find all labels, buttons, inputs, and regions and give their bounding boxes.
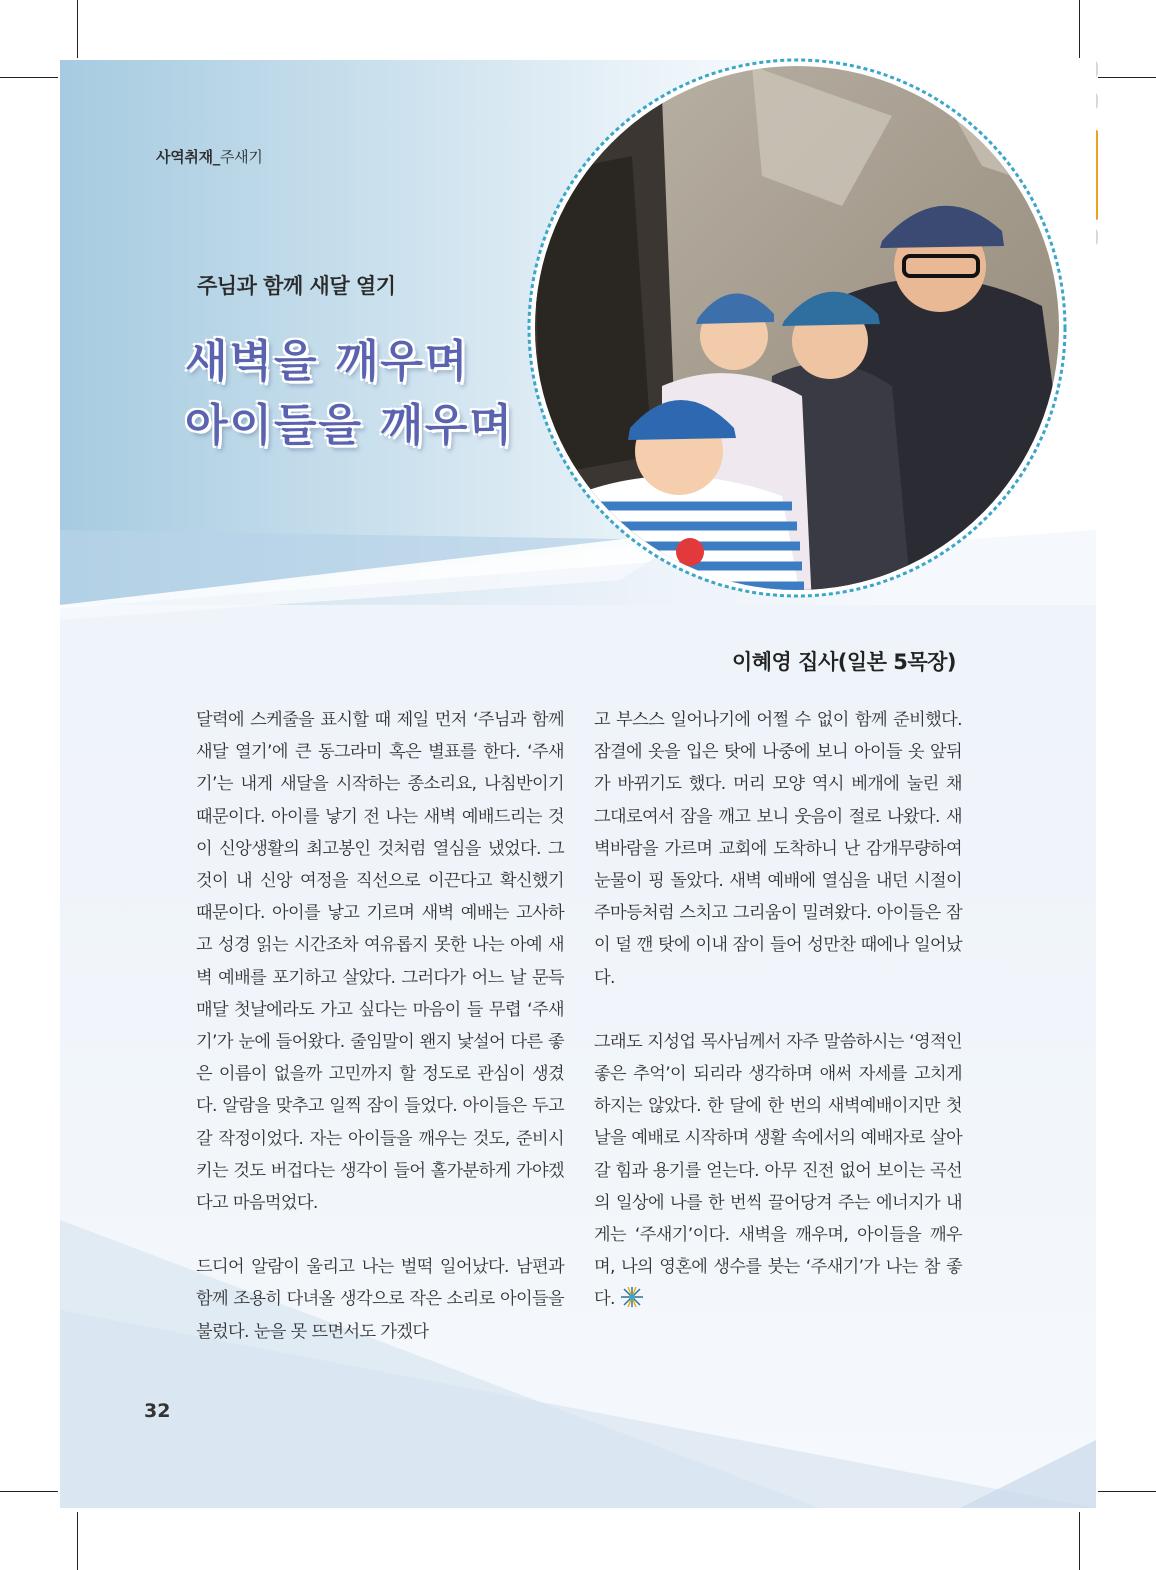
body-paragraph-last <box>594 1026 962 1316</box>
author-byline: 이혜영 집사(일본 5목장) <box>731 650 956 674</box>
crop-mark-bottom-right-v <box>1079 1512 1080 1570</box>
body-paragraph: 드디어 알람이 울리고 나는 벌떡 일어났다. 남편과 함께 조용히 다녀올 생각으로 작은 소리로 아이들을 불렀다. 눈을 못 뜨면서도 가겠다 <box>196 1257 564 1342</box>
family-photo <box>512 56 1082 606</box>
section-label <box>156 146 263 167</box>
body-paragraph-text: 그래도 지성업 목사님께서 자주 말씀하시는 ‘영적인 좋은 추억’이 되리라 생각하며 애써 자세를 고치게 하지는 않았다. 한 달에 한 번의 새벽예배이지만 첫날을 예배로 시작하며 생활 속에서의 예배자로 살아갈 힘과 용기를 얻는다. 아무 진전 없어 보이는 곡선의 일상에 나를 한 번씩 끌어당겨 주는 에너지가 내게는 ‘주새기’이다. 새벽을 깨우며, 아이들을 깨우며, 나의 영혼에 생수를 붓는 ‘주새기’가 나는 참 좋다. <box>594 1031 962 1310</box>
article-title-line-2: 아이들을 깨우며 <box>185 400 514 451</box>
crop-mark-top-left-v <box>77 0 78 58</box>
page-number: 32 <box>144 1400 171 1422</box>
article-subtitle: 주님과 함께 새달 열기 <box>197 274 396 298</box>
article-title <box>185 330 514 458</box>
body-column-left <box>196 704 564 1380</box>
section-label-rest: 주새기 <box>219 148 263 166</box>
sparkle-burst-icon <box>619 1286 645 1308</box>
body-paragraph: 고 부스스 일어나기에 어쩔 수 없이 함께 준비했다. 잠결에 옷을 입은 탓에 나중에 보니 아이들 옷 앞뒤가 바뀌기도 했다. 머리 모양 역시 베개에 눌린 채 그대로여서 잠을 깨고 보니 웃음이 절로 나왔다. 새벽바람을 가르며 교회에 도착하니 난 감개무량하여 눈물이 핑 돌았다. 새벽 예배에 열심을 내던 시절이 주마등처럼 스치고 그리움이 밀려왔다. 아이들은 잠이 덜 깬 탓에 이내 잠이 들어 성만찬 때에나 일어났다. <box>594 710 962 988</box>
crop-mark-top-left-h <box>0 77 58 78</box>
article-title-line-1: 새벽을 깨우며 <box>185 336 470 387</box>
body-paragraph: 달력에 스케줄을 표시할 때 제일 먼저 ‘주님과 함께 새달 열기’에 큰 동그라미 혹은 별표를 한다. ‘주새기’는 내게 새달을 시작하는 종소리요, 나침반이기 때문이다. 아이를 낳기 전 나는 새벽 예배드리는 것이 신앙생활의 최고봉인 것처럼 열심을 냈었다. 그것이 내 신앙 여정을 직선으로 이끈다고 확신했기 때문이다. 아이를 낳고 기르며 새벽 예배는 고사하고 성경 읽는 시간조차 여유롭지 못한 나는 아예 새벽 예배를 포기하고 살았다. 그러다가 어느 날 문득 매달 첫날에라도 가고 싶다는 마음이 들 무렵 ‘주새기’가 눈에 들어왔다. 줄임말이 왠지 낯설어 다른 좋은 이름이 없을까 고민까지 할 정도로 관심이 생겼다. 알람을 맞추고 일찍 잠이 들었다. 아이들은 두고 갈 작정이었다. 자는 아이들을 깨우는 것도, 준비시키는 것도 버겁다는 생각이 들어 홀가분하게 가야겠다고 마음먹었다. <box>196 710 564 1214</box>
crop-mark-bottom-right-h <box>1098 1491 1156 1492</box>
crop-mark-bottom-left-v <box>77 1512 78 1570</box>
crop-mark-top-right-v <box>1079 0 1080 58</box>
crop-mark-top-right-h <box>1098 77 1156 78</box>
crop-mark-bottom-left-h <box>0 1491 58 1492</box>
section-label-strong: 사역취재_ <box>156 148 220 166</box>
body-column-right <box>594 704 962 1348</box>
